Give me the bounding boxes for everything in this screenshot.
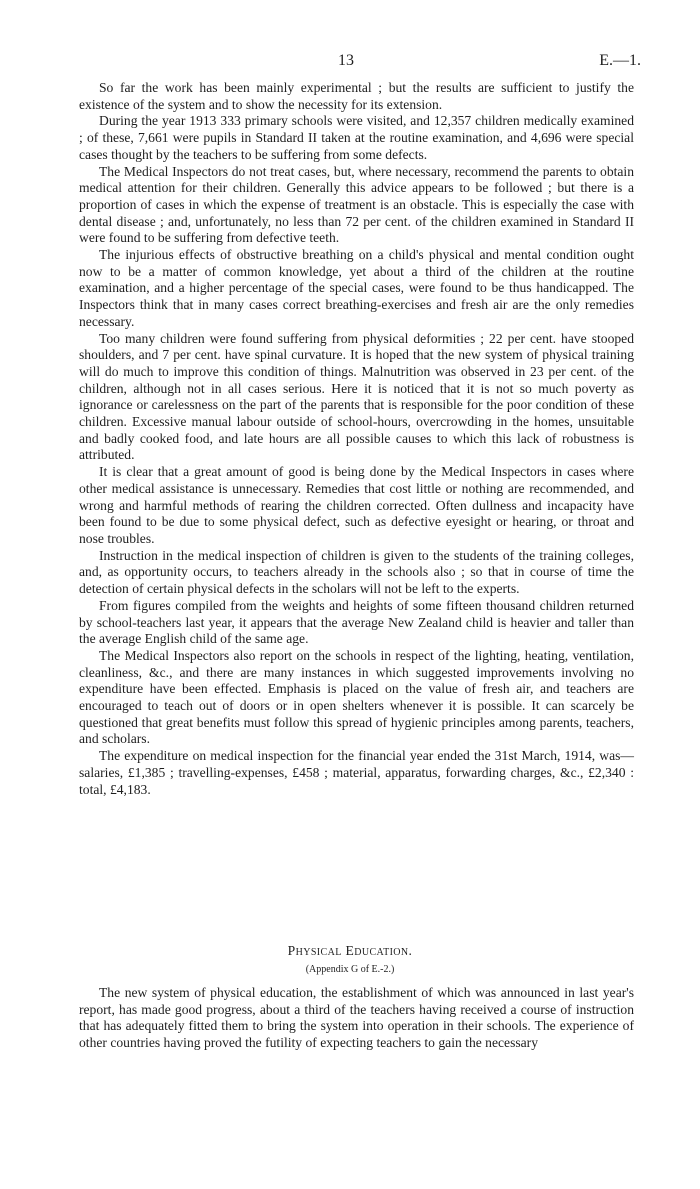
body-text bbox=[79, 80, 634, 798]
paragraph-4: The injurious effects of obstructive breathing on a child's physical and mental condition ought now to be a matter of common knowledge, yet about a third of the children at the routine examination, and a higher percentage of the special cases, were found to be thus handicapped. The Inspectors think that in many cases correct breathing-exercises and fresh air are the only remedies necessary. bbox=[79, 247, 634, 329]
section-subtitle: (Appendix G of E.-2.) bbox=[305, 964, 395, 975]
paragraph-3: The Medical Inspectors do not treat cases, but, where necessary, recommend the parents to obtain medical attention for their children. Generally this advice appears to be followed ; but there is a proportion of cases in which the expense of treatment is an obstacle. This is especially the case with dental disease ; and, unfortunately, no less than 72 per cent. of the children examined in Standard II were found to be suffering from defective teeth. bbox=[79, 163, 634, 246]
paragraph-10: The expenditure on medical inspection for the financial year ended the 31st March, 1914, was—salaries, £1,385 ; travelling-expenses, £458 ; material, apparatus, forwarding charges, &c., £2,340 : total, £4,183. bbox=[79, 748, 634, 797]
paragraph-1: So far the work has been mainly experimental ; but the results are sufficient to justify the existence of the system and to show the necessity for its extension. bbox=[79, 80, 634, 112]
page-header bbox=[0, 52, 700, 72]
section-paragraph: The new system of physical education, the establishment of which was announced in last year's report, has made good progress, about a third of the teachers having received a course of instruction that has adequately fitted them to bring the system into operation in their schools. The experience of other countries having proved the futility of expecting teachers to gain the necessary bbox=[79, 985, 634, 1051]
section-body-text bbox=[79, 985, 634, 1052]
paragraph-2: During the year 1913 333 primary schools were visited, and 12,357 children medically examined ; of these, 7,661 were pupils in Standard II taken at the routine examination, and 4,696 were special cases thought by the teachers to be suffering from some defects. bbox=[79, 113, 634, 162]
document-reference: E.—1. bbox=[599, 52, 641, 69]
paragraph-6: It is clear that a great amount of good is being done by the Medical Inspectors in cases where other medical assistance is unnecessary. Remedies that cost little or nothing are recommended, and wrong and harmful methods of rearing the children corrected. Often dullness and incapacity have been found to be due to some physical defect, such as defective eyesight or hearing, or throat and nose troubles. bbox=[79, 464, 634, 546]
paragraph-7: Instruction in the medical inspection of children is given to the students of the training colleges, and, as opportunity occurs, to teachers already in the schools also ; so that in course of time the detection of certain physical defects in the scholars will not be left to the experts. bbox=[79, 547, 634, 597]
paragraph-8: From figures compiled from the weights and heights of some fifteen thousand children returned by school-teachers last year, it appears that the average New Zealand child is heavier and taller than the average English child of the same age. bbox=[79, 597, 634, 647]
paragraph-5: Too many children were found suffering from physical deformities ; 22 per cent. have stooped shoulders, and 7 per cent. have spinal curvature. It is hoped that the new system of physical training will do much to improve this condition of things. Malnutrition was observed in 23 per cent. of the children, although not in all cases serious. Here it is noticed that it is not so much poverty as ignorance or carelessness on the part of the parents that is responsible for the poor condition of these children. Excessive manual labour outside of school-hours, overcrowding in the homes, unsuitable and badly cooked food, and late hours are all possible causes to which this lack of robustness is attributed. bbox=[79, 330, 634, 463]
paragraph-9: The Medical Inspectors also report on the schools in respect of the lighting, heating, ventilation, cleanliness, &c., and there are many instances in which suggested improvements involving no expenditure have been effected. Emphasis is placed on the value of fresh air, and teachers are encouraged to teach out of doors or in open shelters whenever it is possible. It can scarcely be questioned that great benefits must follow this spread of hygienic principles among parents, teachers, and scholars. bbox=[79, 647, 634, 747]
section-title: Physical Education. bbox=[287, 943, 413, 958]
page-number: 13 bbox=[338, 52, 354, 69]
